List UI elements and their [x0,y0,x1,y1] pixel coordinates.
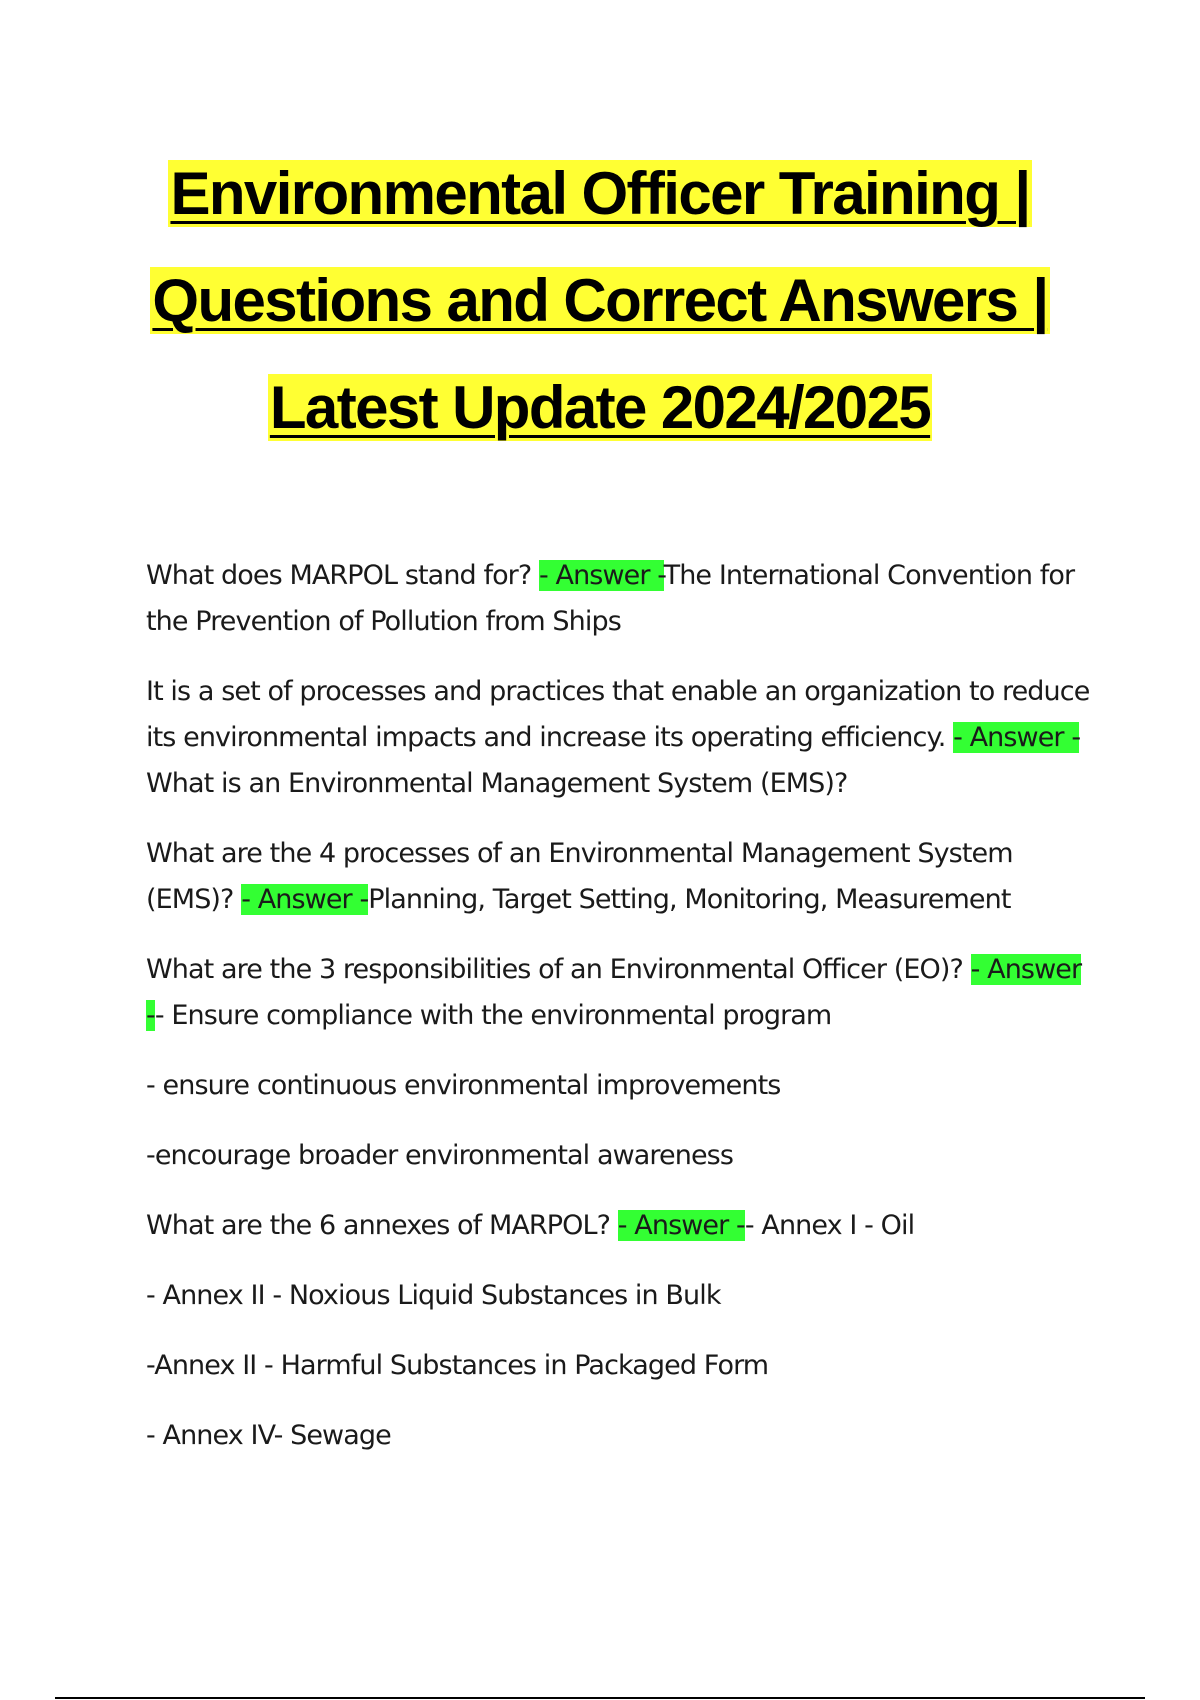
answer-text: - Annex I - Oil [744,1210,915,1241]
answer-marker: - Answer - [539,560,664,591]
title-line [60,247,1140,354]
qa-item [146,1203,1096,1249]
qa-item [146,947,1096,1039]
answer-marker: - Answer - [241,884,369,915]
question-text: It is a set of processes and practices that enable an organization to reduce its environmental impacts and increase its operating efficiency. [146,676,1090,753]
answer-continuation: - Annex II - Noxious Liquid Substances in Bulk [146,1280,721,1311]
answer-continuation: -encourage broader environmental awareness [146,1140,733,1171]
title-text: Questions and Correct Answers | [152,267,1048,334]
qa-list [146,553,1096,1483]
title-text: Latest Update 2024/2025 [269,374,931,441]
title-line [60,140,1140,247]
question-text: What are the 6 annexes of MARPOL? [146,1210,618,1241]
document-title [60,140,1140,461]
answer-text: Planning, Target Setting, Monitoring, Measurement [368,884,1011,915]
qa-item [146,831,1096,923]
answer-continuation: - Annex IV- Sewage [146,1420,391,1451]
title-text: Environmental Officer Training | [170,160,1030,227]
answer-marker: - Answer - [617,1210,745,1241]
qa-item [146,669,1096,807]
answer-continuation: - ensure continuous environmental improvements [146,1070,781,1101]
answer-marker: - Answer - [146,954,1082,1031]
qa-item [146,553,1096,645]
answer-text: The International Convention for the Prevention of Pollution from Ships [146,560,1075,637]
answer-text: - Ensure compliance with the environmental program [154,1000,832,1031]
footer-divider [55,1697,1145,1699]
answer-marker: - Answer - [953,722,1080,753]
question-text: What are the 3 responsibilities of an Environmental Officer (EO)? [146,954,971,985]
answer-continuation: -Annex II - Harmful Substances in Packaged Form [146,1350,769,1381]
question-text: What are the 4 processes of an Environmental Management System (EMS)? [146,838,1013,915]
title-line [60,354,1140,461]
answer-text: What is an Environmental Management System (EMS)? [146,768,848,799]
question-text: What does MARPOL stand for? [146,560,539,591]
